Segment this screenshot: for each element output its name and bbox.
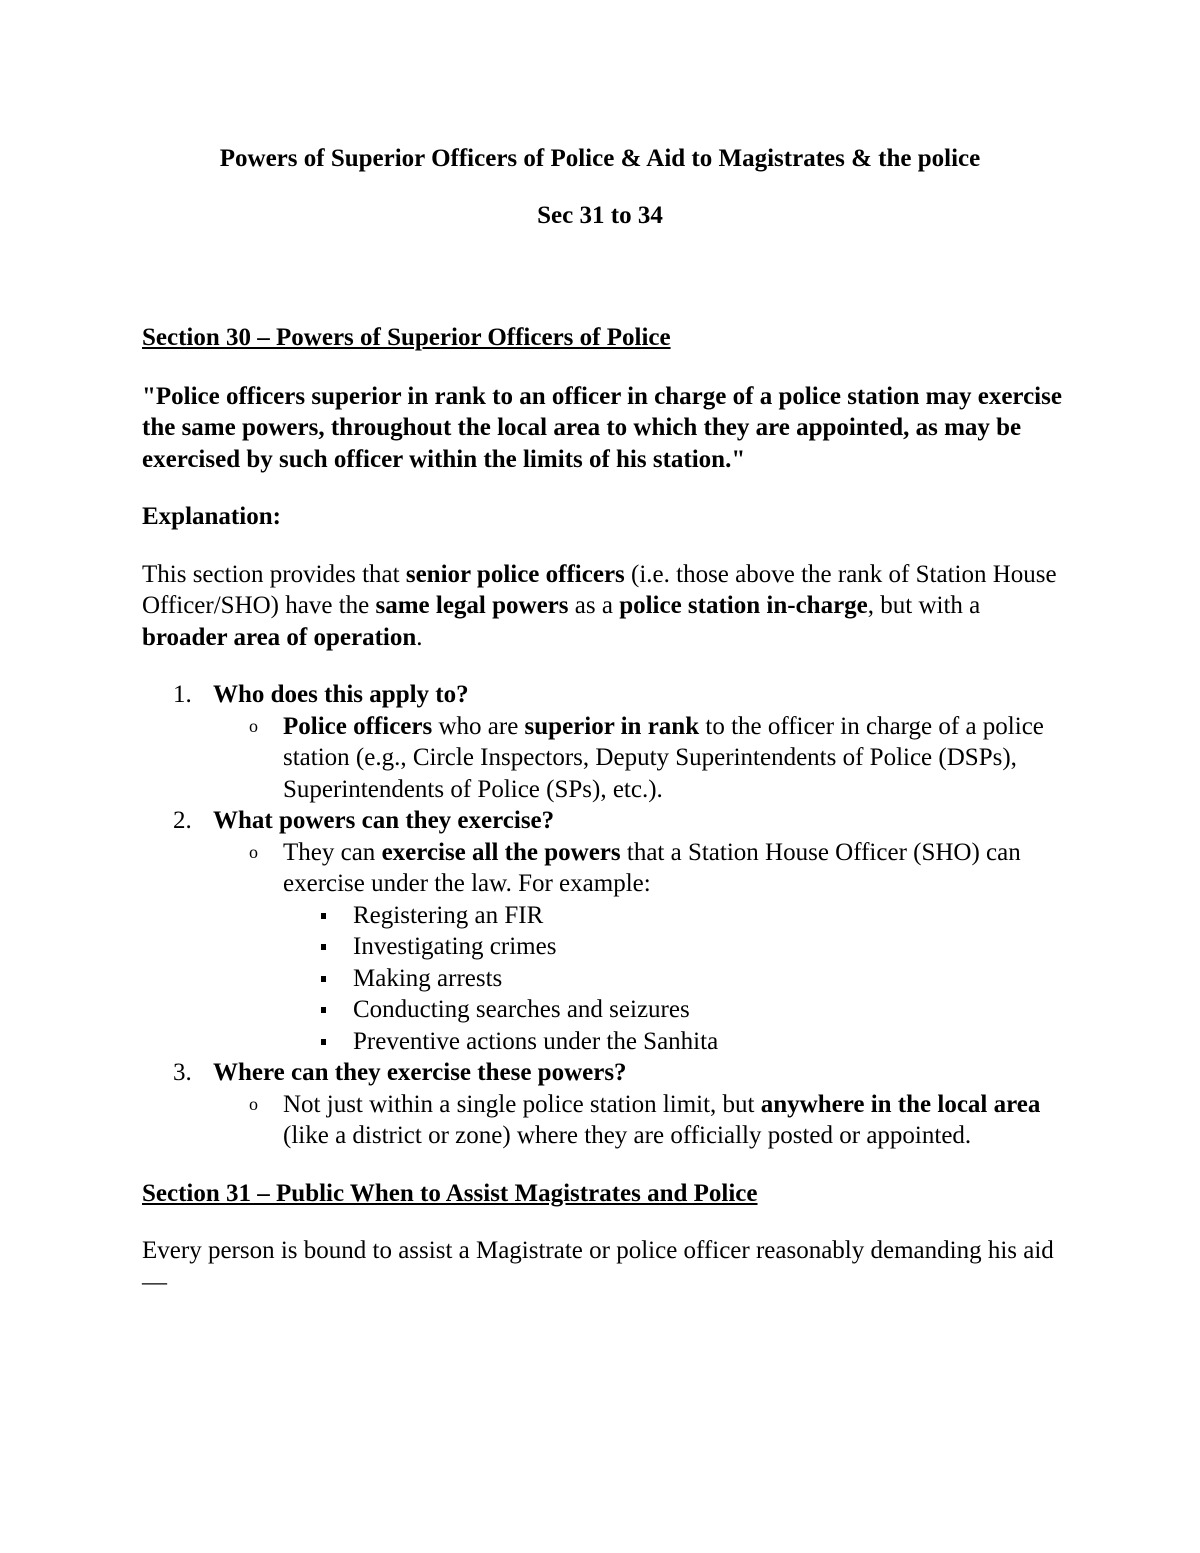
list-item	[142, 679, 1062, 805]
circle-bullet-icon: o	[249, 841, 258, 862]
example-list	[283, 900, 1062, 1058]
list-number: 3.	[173, 1059, 192, 1086]
square-bullet-icon	[321, 944, 326, 950]
sub-list-item: o They can exercise all the powers that a Station House Officer (SHO) can exercise under the law. For example: Registering an FIR Investigating crimes Making arrests Conducting searches and seizures Preventive actions under the Sanhita	[213, 837, 1062, 1058]
document-title: Powers of Superior Officers of Police & Aid to Magistrates & the police	[219, 145, 981, 172]
square-bullet-icon	[321, 1039, 326, 1045]
square-bullet-icon	[321, 976, 326, 982]
explanation-points-list	[142, 679, 1062, 1152]
section-30-heading: Section 30 – Powers of Superior Officers of Police	[142, 324, 671, 351]
square-bullet-icon	[321, 1007, 326, 1013]
circle-bullet-icon: o	[249, 715, 258, 736]
example-item: Registering an FIR	[283, 900, 1062, 932]
circle-bullet-icon: o	[249, 1093, 258, 1114]
document-subtitle: Sec 31 to 34	[537, 202, 663, 229]
sub-list	[213, 711, 1062, 806]
section-30-quote: "Police officers superior in rank to an officer in charge of a police station may exercise the same powers, throughout the local area to which they are appointed, as may be exercised by such officer within the limits of his station."	[142, 382, 1062, 473]
section-31-body: Every person is bound to assist a Magistrate or police officer reasonably demanding his aid—	[142, 1237, 1054, 1296]
sub-list-item: o Police officers who are superior in rank to the officer in charge of a police station (e.g., Circle Inspectors, Deputy Superintendents of Police (DSPs), Superintendents of Police (SPs), etc.).	[249, 712, 1044, 803]
point-question: What powers can they exercise?	[213, 807, 555, 834]
section-31-heading: Section 31 – Public When to Assist Magistrates and Police	[142, 1179, 758, 1207]
document-body	[142, 322, 1062, 1298]
point-question: Who does this apply to?	[213, 681, 469, 708]
square-bullet-icon	[321, 913, 326, 919]
sub-list-item: o Not just within a single police station limit, but anywhere in the local area (like a district or zone) where they are officially posted or appointed.	[249, 1090, 1041, 1149]
list-item	[142, 805, 1062, 1057]
example-item: Preventive actions under the Sanhita	[283, 1026, 1062, 1058]
sub-list	[213, 1089, 1062, 1152]
sub-list	[213, 837, 1062, 1058]
list-item	[142, 1057, 1062, 1152]
example-item: Conducting searches and seizures	[283, 994, 1062, 1026]
list-number: 1.	[173, 681, 192, 708]
explanation-label: Explanation:	[142, 503, 281, 530]
explanation-intro: This section provides that senior police officers (i.e. those above the rank of Station House Officer/SHO) have the same legal powers as a police station in-charge, but with a broader area of operation.	[142, 560, 1057, 651]
list-number: 2.	[173, 807, 192, 834]
point-question: Where can they exercise these powers?	[213, 1059, 627, 1086]
example-item: Investigating crimes	[283, 931, 1062, 963]
example-item: Making arrests	[283, 963, 1062, 995]
